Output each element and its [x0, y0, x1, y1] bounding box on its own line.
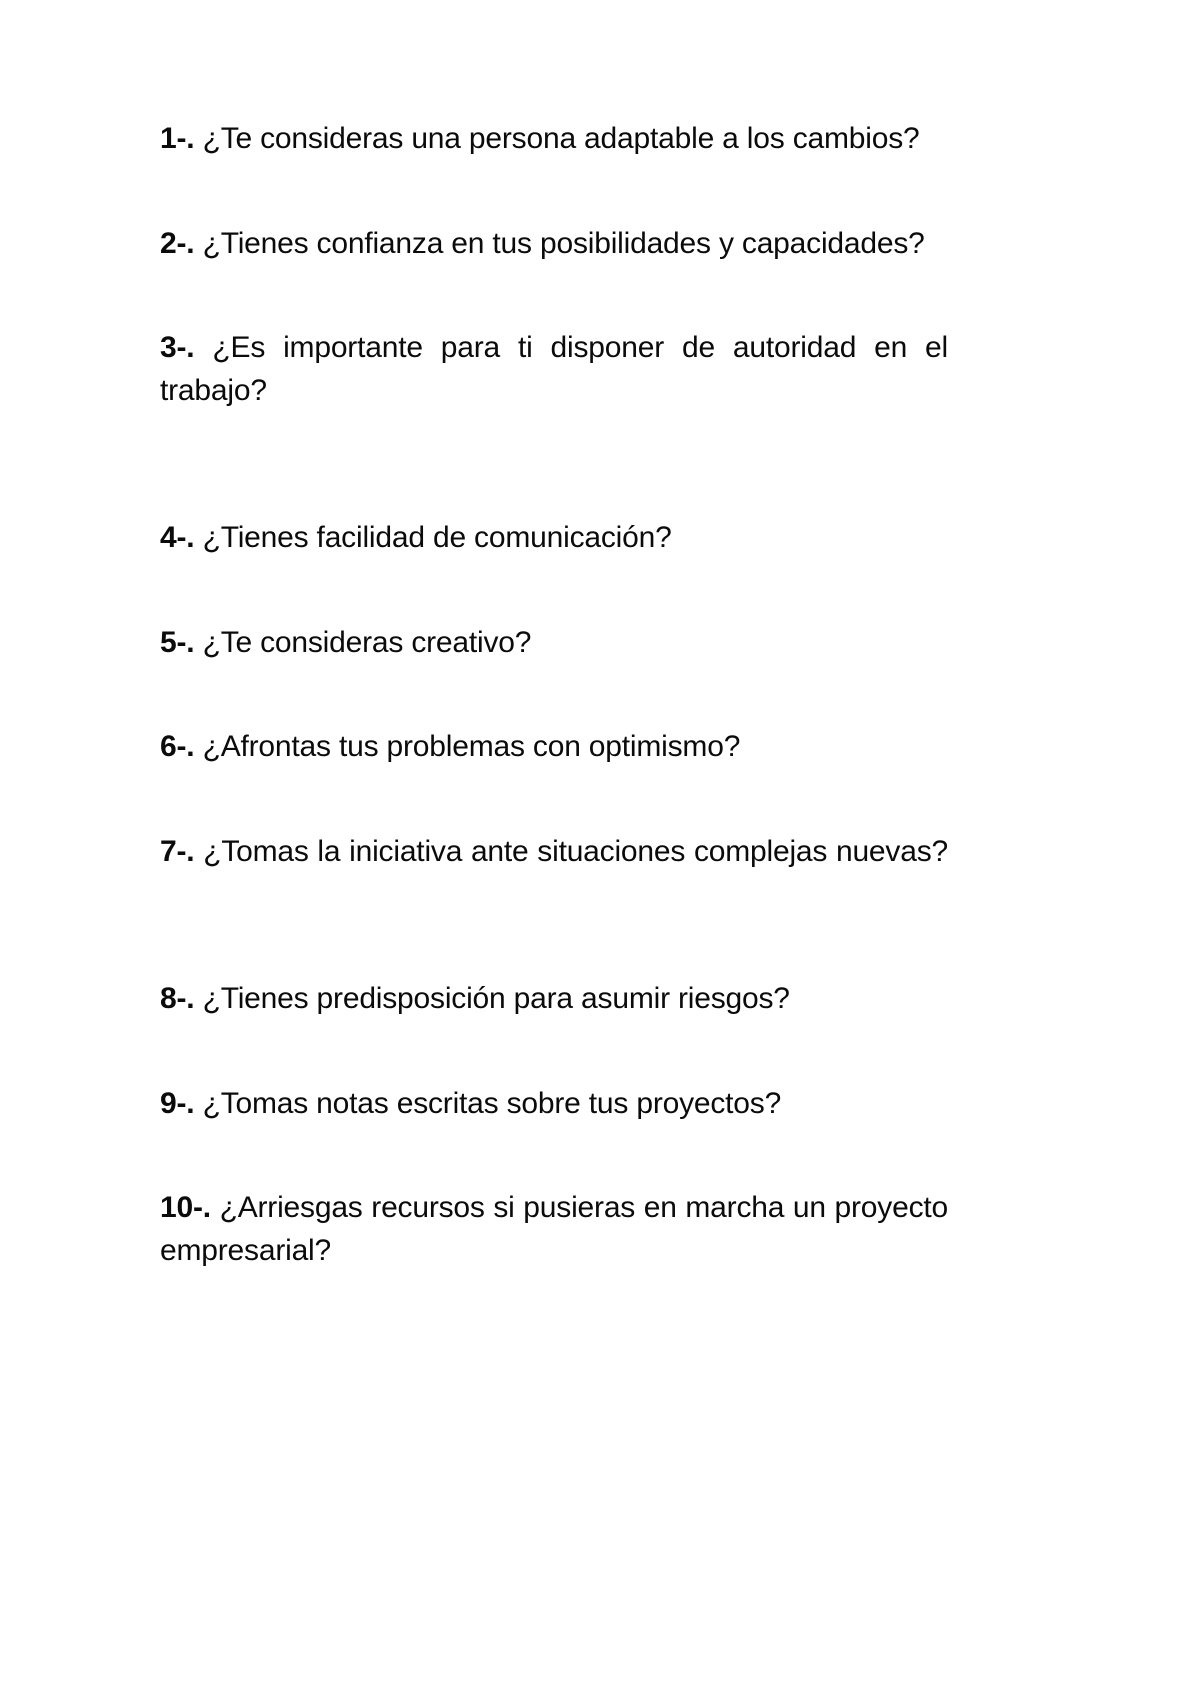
question-text: ¿Arriesgas recursos si pusieras en marcha un proyecto empresarial?	[160, 1191, 948, 1267]
question-item	[160, 118, 948, 161]
question-item	[160, 517, 948, 560]
question-text: ¿Tienes confianza en tus posibilidades y capacidades?	[202, 226, 925, 260]
question-number: 8-.	[160, 981, 195, 1015]
question-text: ¿Tienes facilidad de comunicación?	[202, 520, 672, 554]
question-number: 7-.	[160, 834, 195, 868]
question-number: 9-.	[160, 1086, 195, 1120]
question-text: ¿Es importante para ti disponer de autoridad en el trabajo?	[160, 331, 949, 407]
question-text: ¿Tomas notas escritas sobre tus proyectos?	[202, 1086, 782, 1120]
question-number: 6-.	[160, 730, 195, 764]
question-text: ¿Afrontas tus problemas con optimismo?	[202, 730, 741, 764]
question-number: 4-.	[160, 520, 195, 554]
question-item	[160, 327, 948, 455]
question-item	[160, 726, 948, 769]
question-number: 5-.	[160, 625, 195, 659]
question-item	[160, 1187, 948, 1315]
question-item	[160, 223, 948, 266]
question-number: 1-.	[160, 122, 195, 155]
questionnaire-list	[160, 118, 948, 1315]
question-number: 2-.	[160, 226, 195, 260]
question-text: ¿Te consideras creativo?	[202, 625, 532, 659]
question-item	[160, 1083, 948, 1126]
question-item	[160, 622, 948, 665]
question-number: 3-.	[160, 331, 195, 365]
question-item	[160, 978, 948, 1021]
question-text: ¿Te consideras una persona adaptable a los cambios?	[202, 122, 920, 155]
question-item	[160, 831, 948, 916]
question-text: ¿Tomas la iniciativa ante situaciones complejas nuevas?	[203, 834, 948, 868]
question-number: 10-.	[160, 1191, 211, 1225]
question-text: ¿Tienes predisposición para asumir riesgos?	[202, 981, 790, 1015]
